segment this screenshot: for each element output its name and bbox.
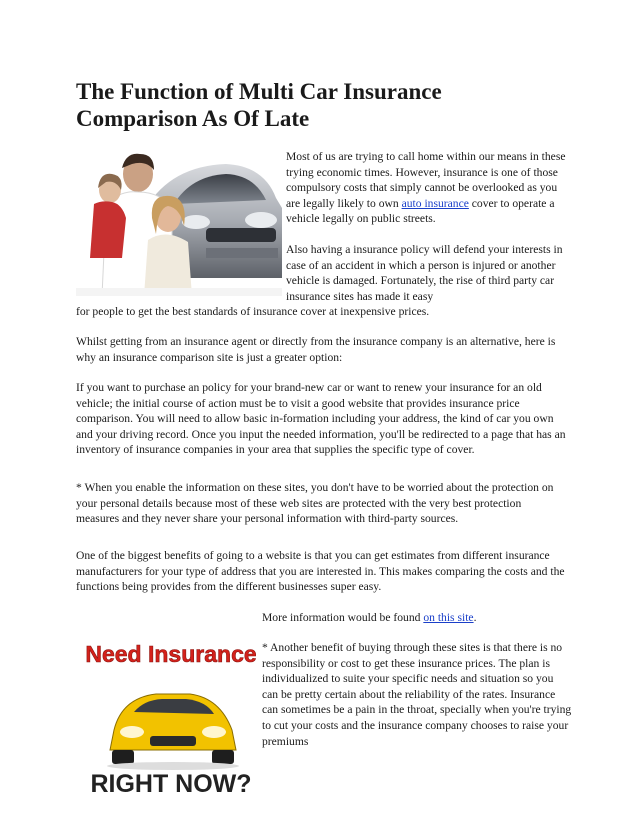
- need-insurance-text: Need Insurance: [86, 641, 256, 667]
- policy-paragraph-continued: for people to get the best standards of insurance cover at inexpensive prices.: [76, 305, 430, 318]
- intro-text-end: cover to operate a vehicle legally on public streets.: [286, 196, 555, 226]
- purchase-paragraph: If you want to purchase an policy for your brand-new car or want to renew your insurance for an old vehicle; the initial course of action must be to visit a good website that provides insurance price comparison. You will need to allow basic in-formation including your address, the kind of car you own and your driving record. Once you input the needed information, you'll be redirected to a page that has an inventory of insurance companies in your area that supplies the specific type of cover.: [76, 381, 566, 457]
- more-info-period: .: [473, 611, 477, 624]
- auto-insurance-link[interactable]: auto insurance: [401, 196, 469, 210]
- benefits-paragraph: One of the biggest benefits of going to a website is that you can get estimates from different insurance manufacturers for your type of address that you are interested in. This makes comparing the costs and the functions being provides from the different businesses super easy.: [76, 549, 565, 594]
- agent-comparison-paragraph: Whilst getting from an insurance agent or directly from the insurance company is an alternative, here is why an insurance comparison site is just a greater option:: [76, 335, 556, 364]
- privacy-paragraph: * When you enable the information on these sites, you don't have to be worried about the protection on your personal details because most of these web sites are protected with the very best protection measures and they never share your personal information with third-party sources.: [76, 481, 554, 526]
- intro-text: Most of us are trying to call home within our means in these trying economic times. However, insurance is one of those compulsory costs that simply cannot be overlooked as you are legally likely to own: [286, 150, 566, 210]
- on-this-site-link[interactable]: on this site: [423, 611, 474, 624]
- family-with-car-photo-icon: [76, 148, 282, 296]
- policy-paragraph: Also having a insurance policy will defend your interests in case of an accident in which a person is injured or another vehicle is damaged. Fortunately, the rise of third party car insurance sites has made it easy: [286, 243, 563, 303]
- family-car-photo: [76, 148, 282, 296]
- more-info-paragraph: [262, 610, 572, 626]
- page-title: The Function of Multi Car Insurance Comparison As Of Late: [76, 79, 442, 131]
- need-insurance-graphic: [86, 632, 256, 802]
- more-info-text: More information would be found: [262, 611, 421, 624]
- right-now-text: RIGHT NOW?: [90, 770, 252, 798]
- need-insurance-graphic-icon: [86, 632, 256, 802]
- intro-paragraph: [286, 149, 566, 227]
- another-benefit-paragraph: * Another benefit of buying through these sites is that there is no responsibility or cost to get these insurance prices. The plan is individualized to suite your specific needs and situation so you can be pretty certain about the reliability of the rates. Insurance can sometimes be a pain in the throat, specially when you're trying to cut your costs and the insurance company chooses to raise your premiums: [262, 641, 572, 748]
